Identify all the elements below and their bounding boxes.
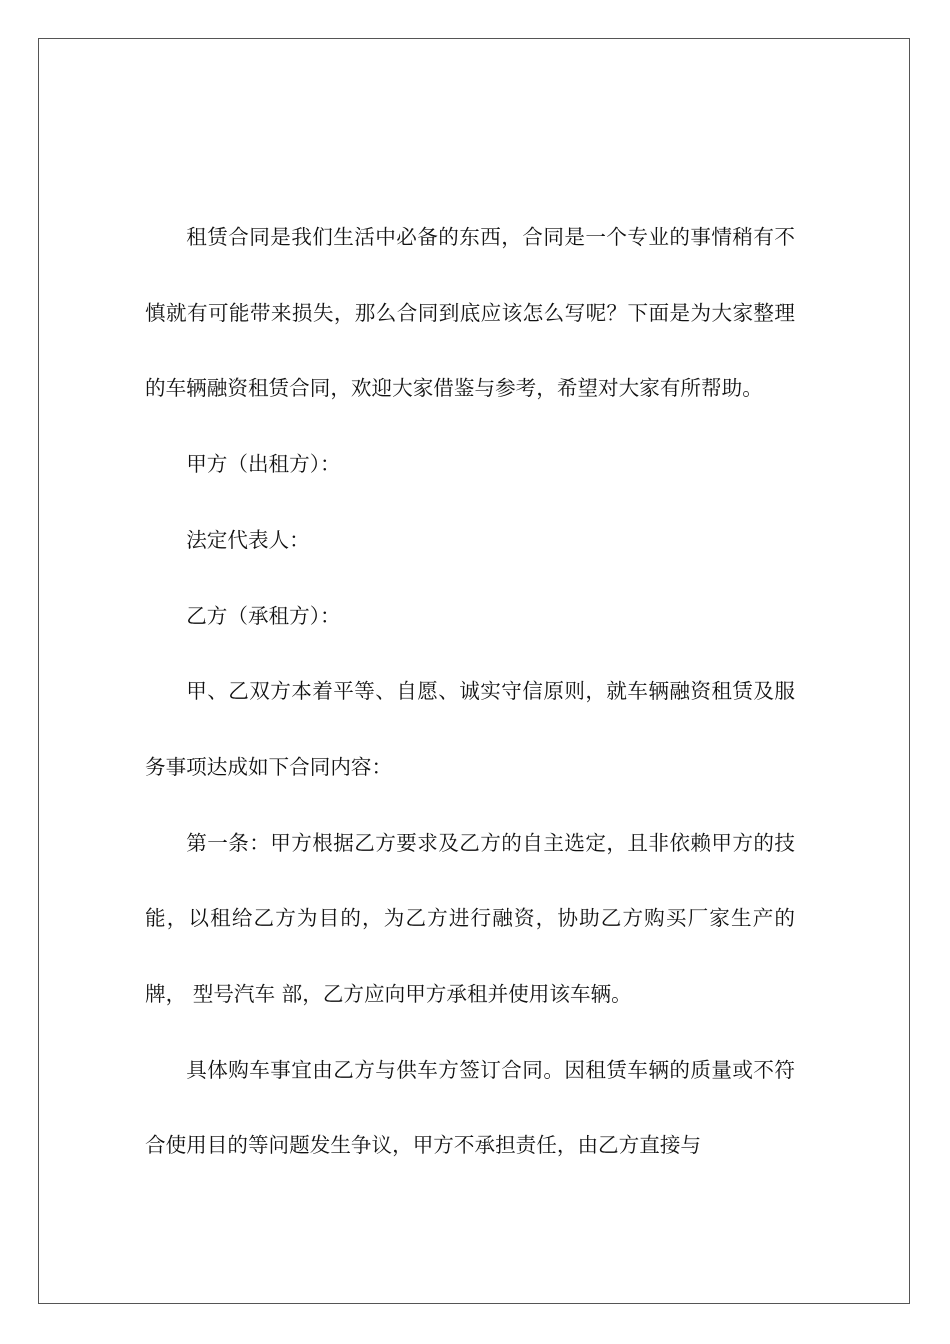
party-a-line: 甲方（出租方）： bbox=[186, 452, 341, 477]
legal-representative-line: 法定代表人： bbox=[186, 527, 310, 552]
party-b-line: 乙方（承租方）： bbox=[186, 603, 341, 628]
document-body bbox=[145, 200, 795, 1184]
vehicle-purchase-paragraph: 具体购车事宜由乙方与供车方签订合同。因租赁车辆的质量或不符合使用目的等问题发生争议，甲方不承担责任，由乙方直接与 bbox=[145, 1057, 795, 1158]
article-one: 第一条：甲方根据乙方要求及乙方的自主选定，且非依赖甲方的技能，以租给乙方为目的，为乙方进行融资，协助乙方购买厂家生产的 牌， 型号汽车 部，乙方应向甲方承租并使用该车辆。 bbox=[145, 830, 795, 1007]
intro-paragraph: 租赁合同是我们生活中必备的东西，合同是一个专业的事情稍有不慎就有可能带来损失，那么合同到底应该怎么写呢？下面是为大家整理的车辆融资租赁合同，欢迎大家借鉴与参考，希望对大家有所帮助。 bbox=[145, 225, 795, 401]
agreement-preamble: 甲、乙双方本着平等、自愿、诚实守信原则，就车辆融资租赁及服务事项达成如下合同内容： bbox=[145, 679, 795, 779]
